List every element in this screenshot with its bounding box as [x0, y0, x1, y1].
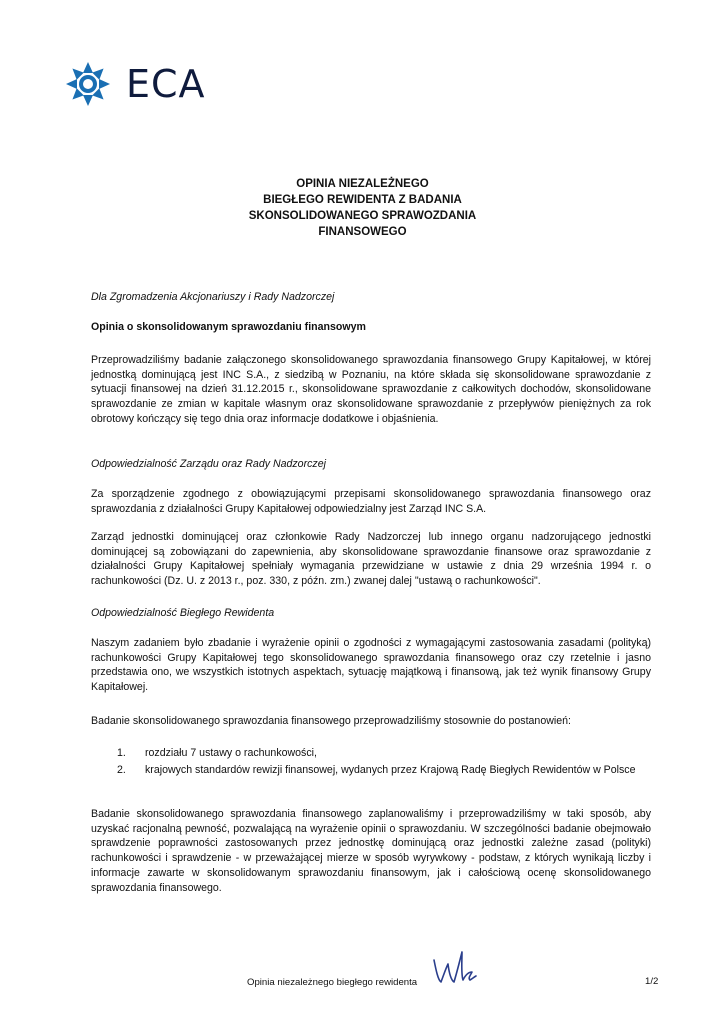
paragraph-audit-scope: Badanie skonsolidowanego sprawozdania finansowego zaplanowaliśmy i przeprowadziliśmy w taki sposób, aby uzyskać racjonalną pewność, pozwalającą na wyrażenie opinii o sprawozdaniu. W szczególności badanie obejmowało sprawdzenie poprawności zastosowanych przez jednostkę dominującą oraz jednostki zależne zasad (polityki) rachunkowości i sprawdzenie - w przeważającej mierze w sposób wyrywkowy - podstaw, z których wynikają liczby i informacje zawarte w skonsolidowanym sprawozdaniu finansowym, jak i całościową ocenę skonsolidowanego sprawozdania finansowego.: [91, 808, 651, 894]
paragraph-auditor-1: Naszym zadaniem było zbadanie i wyrażenie opinii o zgodności z wymagającymi zastosowania zasadami (polityką) rachunkowości Grupy Kapitałowej tego skonsolidowanego sprawozdania finansowego oraz czy rzetelnie i jasno przedstawia ono, we wszystkich istotnych aspektach, sytuację majątkową i finansową, jak też wynik finansowy Grupy Kapitałowej.: [91, 637, 651, 694]
addressee: Dla Zgromadzenia Akcjonariuszy i Rady Nadzorczej: [91, 291, 335, 303]
heading-board-responsibility: Odpowiedzialność Zarządu oraz Rady Nadzorczej: [91, 458, 326, 470]
document-title: [0, 176, 725, 240]
title-line: FINANSOWEGO: [318, 226, 407, 238]
eca-star-icon: [64, 60, 112, 108]
title-line: BIEGŁEGO REWIDENTA Z BADANIA: [263, 194, 462, 206]
list-item: [117, 763, 651, 778]
title-line: SKONSOLIDOWANEGO SPRAWOZDANIA: [248, 210, 477, 222]
paragraph-board-1: Za sporządzenie zgodnego z obowiązującymi przepisami skonsolidowanego sprawozdania finansowego oraz sprawozdania z działalności Grupy Kapitałowej odpowiedzialny jest Zarząd INC S.A.: [91, 488, 651, 515]
paragraph-auditor-2: Badanie skonsolidowanego sprawozdania finansowego przeprowadziliśmy stosownie do postanowień:: [91, 715, 571, 727]
list-item-number: 2.: [117, 763, 126, 776]
footer-text: Opinia niezależnego biegłego rewidenta: [247, 977, 418, 988]
list-item-number: 1.: [117, 747, 126, 759]
title-line: OPINIA NIEZALEŻNEGO: [296, 178, 429, 190]
heading-auditor-responsibility: Odpowiedzialność Biegłego Rewidenta: [91, 607, 275, 619]
logo-text: ECA: [126, 62, 206, 106]
paragraph-board-2: Zarząd jednostki dominującej oraz członkowie Rady Nadzorczej lub innego organu nadzorującego jednostki dominującej są zobowiązani do zapewnienia, aby skonsolidowane sprawozdanie finansowe oraz sprawozdanie z działalności Grupy Kapitałowej spełniały wymagania przewidziane w ustawie z dnia 29 września 1994 r. o rachunkowości (Dz. U. z 2013 r., poz. 330, z późn. zm.) zwanej dalej "ustawą o rachunkowości".: [91, 531, 651, 588]
list-item-text: rozdziału 7 ustawy o rachunkowości,: [145, 747, 317, 759]
paragraph-introduction: Przeprowadziliśmy badanie załączonego skonsolidowanego sprawozdania finansowego Grupy Kapitałowej, w której jednostką dominującą jest INC S.A., z siedzibą w Poznaniu, na które składa się skonsolidowane sprawozdanie z sytuacji finansowej na dzień 31.12.2015 r., skonsolidowane sprawozdanie z całkowitych dochodów, skonsolidowane sprawozdanie ze zmian w kapitale własnym oraz skonsolidowane sprawozdanie z przepływów pieniężnych za rok obrotowy kończący się tego dnia oraz informacje dodatkowe i objaśnienia.: [91, 354, 651, 425]
section-title: Opinia o skonsolidowanym sprawozdaniu finansowym: [91, 321, 366, 333]
list-item-text: krajowych standardów rewizji finansowej, wydanych przez Krajową Radę Biegłych Rewidentów w Polsce: [145, 763, 636, 776]
signature: [430, 950, 478, 991]
list-item: [117, 746, 651, 761]
standards-list: [117, 746, 651, 777]
eca-logo: [64, 60, 206, 108]
page-number: 1/2: [645, 976, 659, 987]
